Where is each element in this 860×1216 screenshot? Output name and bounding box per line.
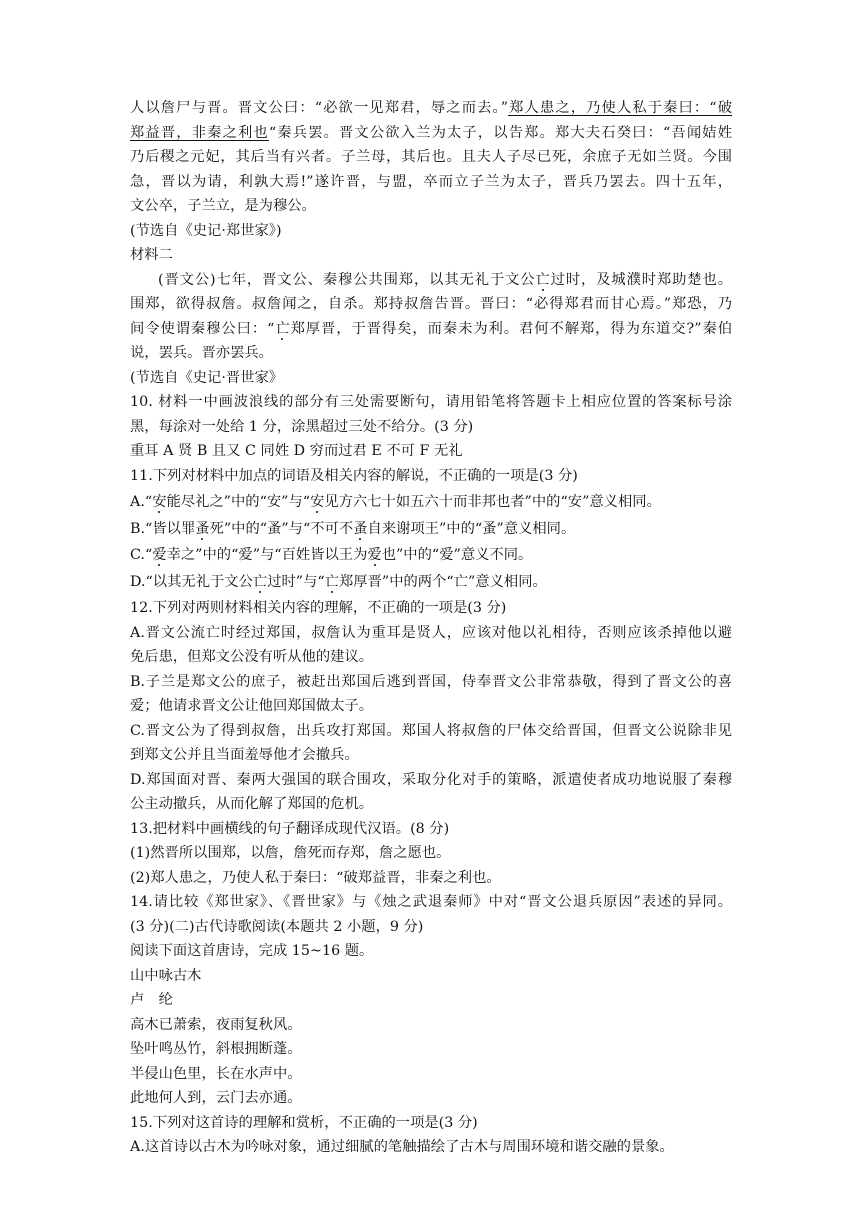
underlined-sentence: 郑益晋，非秦之利也 — [130, 124, 269, 141]
text-span: (晋文公)七年，晋文公、秦穆公共围郑，以其无礼于文公 — [158, 271, 536, 288]
q14-stem-2: (3 分)(二)古代诗歌阅读(本题共 2 小题，9 分) — [130, 918, 424, 935]
q13-stem: 13.把材料中画横线的句子翻译成现代汉语。(8 分) — [130, 820, 450, 837]
document-page — [130, 96, 732, 1160]
text-span: A.“ — [130, 494, 153, 510]
text-span: 人以詹尸与晋。晋文公曰：“必欲一见郑君，辱之而去。” — [130, 100, 509, 116]
dotted-char: 安 — [152, 494, 167, 510]
q15-stem: 15.下列对这首诗的理解和赏析，不正确的一项是(3 分) — [130, 1114, 478, 1131]
q11-option-c — [130, 543, 732, 568]
dotted-char: 安 — [310, 494, 325, 510]
material2-line-2: 围郑，欲得叔詹。叔詹闻之，自杀。郑持叔詹告晋。晋曰：“必得郑君而甘心焉。”郑恐，乃 — [130, 296, 732, 312]
text-span: 过时”与“ — [267, 573, 325, 590]
dotted-char: 蚤 — [353, 520, 368, 537]
material2-line-1 — [130, 268, 732, 293]
q11-stem: 11.下列对材料中加点的词语及相关内容的解说，不正确的一项是(3 分) — [130, 467, 578, 484]
poem-author: 卢 纶 — [130, 992, 173, 1008]
text-span: 过时，及城濮时郑助楚也。 — [550, 271, 733, 288]
dotted-char: 亡 — [324, 573, 339, 590]
text-span: B.“皆以罪 — [130, 520, 196, 537]
text-span: 郑厚晋”中的两个“亡”意义相同。 — [339, 573, 547, 590]
material1-line-1 — [130, 96, 732, 121]
material2-line-4: 说，罢兵。晋亦罢兵。 — [130, 345, 273, 361]
q14-stem-1: 14.请比较《郑世家》、《晋世家》与《烛之武退秦师》中对“晋文公退兵原因”表述的异同。 — [130, 894, 732, 910]
text-span: 能尽礼之”中的“安”与“ — [166, 494, 311, 510]
q11-option-b — [130, 517, 732, 542]
poem-intro: 阅读下面这首唐诗，完成 15~16 题。 — [130, 943, 374, 959]
material1-source: (节选自《史记·郑世家》) — [130, 222, 282, 239]
material2-heading: 材料二 — [130, 247, 173, 263]
q12-option-b-1: B.子兰是郑文公的庶子，被赶出郑国后逃到晋国，侍奉晋文公非常恭敬，得到了晋文公的喜 — [130, 673, 732, 690]
q12-option-a-2: 免后患，但郑文公没有听从他的建议。 — [130, 649, 374, 665]
poem-line-4: 此地何人到，云门去亦通。 — [130, 1090, 302, 1106]
poem-line-2: 坠叶鸣丛竹，斜根拥断蓬。 — [130, 1041, 302, 1057]
text-span: 间令使谓秦穆公曰：“ — [130, 320, 275, 337]
q12-option-d-2: 公主动撤兵，从而化解了郑国的危机。 — [130, 796, 374, 812]
q12-option-c-2: 到郑文公并且当面羞辱他才会撤兵。 — [130, 747, 359, 763]
q13-sentence-1: (1)然晋所以围郑，以詹，詹死而存郑，詹之愿也。 — [130, 845, 451, 861]
q12-option-c-1: C.晋文公为了得到叔詹，出兵攻打郑国。郑国人将叔詹的尸体交给晋国，但晋文公说除非见 — [130, 722, 732, 739]
text-span: 自来谢项王”中的“蚤”意义相同。 — [367, 520, 576, 537]
q11-option-a — [130, 490, 732, 515]
dotted-char: 亡 — [535, 271, 551, 288]
material1-line-3: 乃后稷之元妃，其后当有兴者。子兰母，其后也。且夫人子尽已死，余庶子无如兰贤。今围 — [130, 149, 732, 165]
material1-line-5: 文公卒，子兰立，是为穆公。 — [130, 198, 316, 214]
text-span: “秦兵罢。晋文公欲入兰为太子，以告郑。郑大夫石癸曰：“吾闻姞姓 — [268, 124, 733, 141]
q12-option-a-1: A.晋文公流亡时经过郑国，叔詹认为重耳是贤人，应该对他以礼相待，否则应该杀掉他以避 — [130, 624, 732, 641]
dotted-char: 亡 — [274, 320, 291, 337]
text-span: 也”中的“爱”意义不同。 — [381, 547, 533, 563]
underlined-sentence: 郑人患之，乃使人私于秦曰：“破 — [508, 100, 733, 116]
material1-line-2 — [130, 121, 732, 146]
text-span: 死”中的“蚤”与“不可不 — [209, 520, 354, 537]
poem-line-1: 高木已萧索，夜雨复秋风。 — [130, 1016, 302, 1033]
text-span: 幸之”中的“爱”与“百姓皆以王为 — [166, 547, 368, 563]
dotted-char: 亡 — [252, 573, 268, 590]
poem-title: 山中咏古木 — [130, 967, 202, 984]
q10-stem-1: 10. 材料一中画波浪线的部分有三处需要断句，请用铅笔将答题卡上相应位置的答案标号涂 — [130, 394, 732, 410]
text-span: C.“ — [130, 547, 153, 563]
dotted-char: 爱 — [367, 547, 382, 563]
material2-source: (节选自《史记·晋世家》 — [130, 369, 284, 386]
text-span: D.“以其无礼于文公 — [130, 573, 253, 590]
q12-stem: 12.下列对两则材料相关内容的理解，不正确的一项是(3 分) — [130, 600, 507, 616]
q12-option-d-1: D.郑国面对晋、秦两大强国的联合围攻，采取分化对手的策略，派遣使者成功地说服了秦穆 — [130, 771, 732, 788]
material1-line-4: 急，晋以为请，利孰大焉!”遂许晋，与盟，卒而立子兰为太子，晋兵乃罢去。四十五年， — [130, 173, 732, 190]
dotted-char: 爱 — [152, 547, 167, 563]
q15-option-a: A.这首诗以古木为吟咏对象，通过细腻的笔触描绘了古木与周围环境和谐交融的景象。 — [130, 1139, 674, 1155]
text-span: 郑厚晋，于晋得矣，而秦未为利。君何不解郑，得为东道交?”秦伯 — [290, 320, 732, 337]
dotted-char: 蚤 — [195, 520, 210, 537]
q13-sentence-2: (2)郑人患之，乃使人私于秦曰：“破郑益晋，非秦之利也。 — [130, 869, 501, 886]
q12-option-b-2: 爱；他请求晋文公让他回郑国做太子。 — [130, 698, 374, 714]
material2-line-3 — [130, 317, 732, 342]
text-span: 见方六七十如五六十而非邦也者”中的“安”意义相同。 — [324, 494, 661, 510]
poem-line-3: 半侵山色里，长在水声中。 — [130, 1065, 302, 1082]
q10-text: 重耳 A 贤 B 且又 C 同姓 D 穷而过君 E 不可 F 无礼 — [130, 443, 463, 459]
q10-stem-2: 黑，每涂对一处给 1 分，涂黑超过三处不给分。(3 分) — [130, 418, 474, 435]
q11-option-d — [130, 570, 732, 595]
